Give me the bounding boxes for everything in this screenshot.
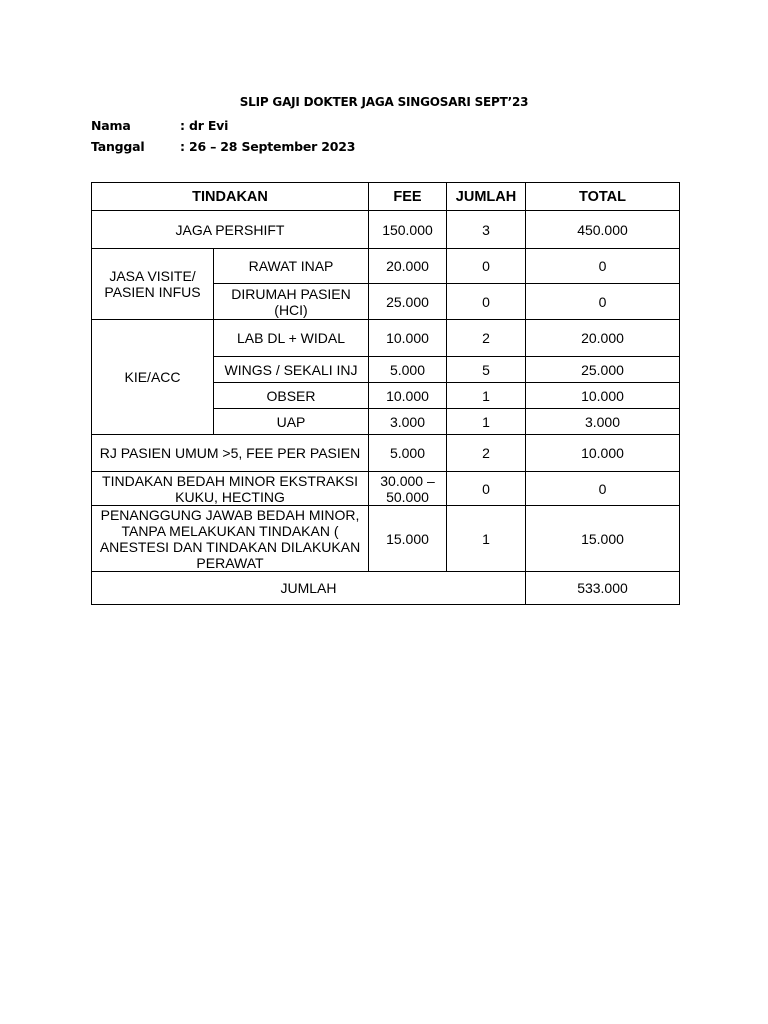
cell-fee: 5.000 xyxy=(369,435,447,472)
cell-total: 0 xyxy=(526,284,680,320)
table-row-lab xyxy=(92,320,680,357)
cell-tindakan: RAWAT INAP xyxy=(214,249,369,284)
cell-tindakan: TINDAKAN BEDAH MINOR EKSTRAKSI KUKU, HECTING xyxy=(92,472,369,506)
cell-tindakan: DIRUMAH PASIEN (HCI) xyxy=(214,284,369,320)
cell-jumlah: 0 xyxy=(447,284,526,320)
nama-value: : dr Evi xyxy=(180,118,229,133)
cell-tindakan: PENANGGUNG JAWAB BEDAH MINOR, TANPA MELAKUKAN TINDAKAN ( ANESTESI DAN TINDAKAN DILAKUKAN PERAWAT xyxy=(92,506,369,572)
cell-fee: 3.000 xyxy=(369,409,447,435)
table-row-penanggung-jawab xyxy=(92,506,680,572)
cell-jumlah: 3 xyxy=(447,211,526,249)
cell-tindakan: JAGA PERSHIFT xyxy=(92,211,369,249)
header-tindakan: TINDAKAN xyxy=(92,183,369,211)
table-header-row xyxy=(92,183,680,211)
tanggal-label: Tanggal xyxy=(91,139,145,154)
cell-total: 450.000 xyxy=(526,211,680,249)
cell-fee: 25.000 xyxy=(369,284,447,320)
nama-label: Nama xyxy=(91,118,131,133)
cell-total: 3.000 xyxy=(526,409,680,435)
cell-fee: 5.000 xyxy=(369,357,447,383)
group-jasa-visite: JASA VISITE/ PASIEN INFUS xyxy=(92,249,214,320)
cell-fee: 150.000 xyxy=(369,211,447,249)
cell-jumlah: 2 xyxy=(447,320,526,357)
table-row-jumlah xyxy=(92,572,680,605)
page-title: SLIP GAJI DOKTER JAGA SINGOSARI SEPT’23 xyxy=(239,95,529,109)
header-total: TOTAL xyxy=(526,183,680,211)
jumlah-label: JUMLAH xyxy=(92,572,526,605)
cell-total: 25.000 xyxy=(526,357,680,383)
cell-total: 10.000 xyxy=(526,383,680,409)
cell-tindakan: RJ PASIEN UMUM >5, FEE PER PASIEN xyxy=(92,435,369,472)
cell-jumlah: 2 xyxy=(447,435,526,472)
cell-fee: 30.000 – 50.000 xyxy=(369,472,447,506)
cell-jumlah: 1 xyxy=(447,409,526,435)
meta-tanggal xyxy=(91,139,355,154)
cell-jumlah: 0 xyxy=(447,249,526,284)
jumlah-total: 533.000 xyxy=(526,572,680,605)
header-fee: FEE xyxy=(369,183,447,211)
cell-total: 15.000 xyxy=(526,506,680,572)
table-row-jaga xyxy=(92,211,680,249)
table-row-bedah-minor xyxy=(92,472,680,506)
cell-tindakan: WINGS / SEKALI INJ xyxy=(214,357,369,383)
cell-tindakan: OBSER xyxy=(214,383,369,409)
tanggal-value: : 26 – 28 September 2023 xyxy=(180,139,356,154)
payslip-table xyxy=(91,182,680,605)
cell-jumlah: 1 xyxy=(447,506,526,572)
cell-total: 10.000 xyxy=(526,435,680,472)
cell-tindakan: LAB DL + WIDAL xyxy=(214,320,369,357)
table-row-rawat-inap xyxy=(92,249,680,284)
cell-fee: 10.000 xyxy=(369,320,447,357)
meta-nama xyxy=(91,118,228,133)
cell-jumlah: 1 xyxy=(447,383,526,409)
cell-total: 0 xyxy=(526,249,680,284)
cell-jumlah: 5 xyxy=(447,357,526,383)
header-jumlah: JUMLAH xyxy=(447,183,526,211)
group-kie-acc: KIE/ACC xyxy=(92,320,214,435)
cell-jumlah: 0 xyxy=(447,472,526,506)
table-row-rj-pasien xyxy=(92,435,680,472)
cell-fee: 15.000 xyxy=(369,506,447,572)
cell-total: 20.000 xyxy=(526,320,680,357)
cell-fee: 10.000 xyxy=(369,383,447,409)
cell-total: 0 xyxy=(526,472,680,506)
cell-tindakan: UAP xyxy=(214,409,369,435)
cell-fee: 20.000 xyxy=(369,249,447,284)
